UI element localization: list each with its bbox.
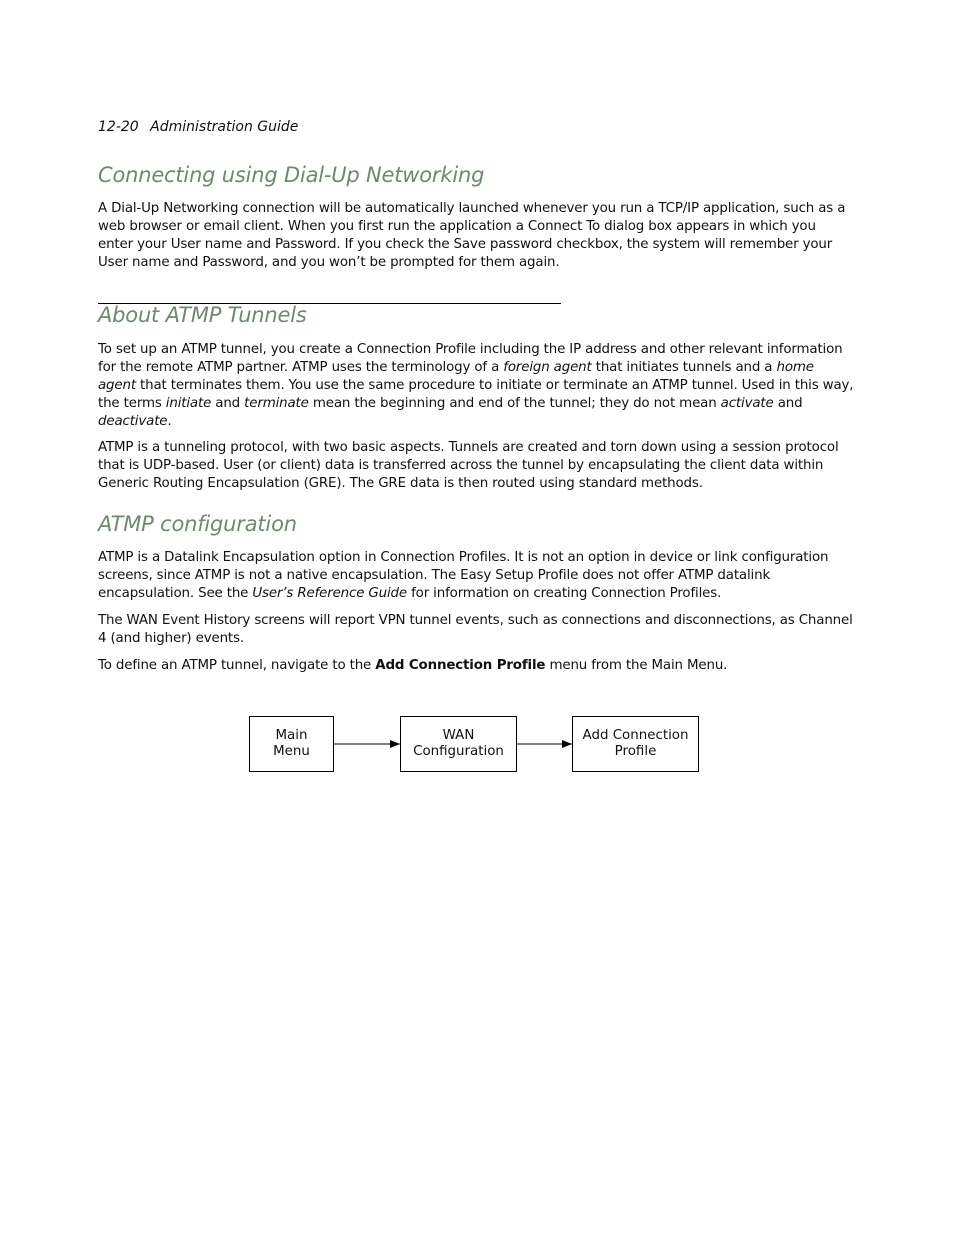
heading-dialup-networking: Connecting using Dial-Up Networking [98, 163, 485, 187]
heading-atmp-configuration: ATMP configuration [98, 512, 297, 536]
dialup-paragraph: A Dial-Up Networking connection will be automatically launched whenever you run a TCP/IP application, such as a web browser or email client. When you first run the application a Connect To dialog box appears in which you enter your User name and Password. If you check the Save password checkbox, the system will remember your User name and Password, and you won’t be prompted for them again. [98, 201, 846, 270]
flow-box-wan-configuration [400, 716, 517, 772]
term-activate: activate [720, 396, 774, 411]
atmp-config-paragraph-1 [98, 549, 854, 603]
flow-box-main-menu [249, 716, 334, 772]
text-run: and [773, 396, 803, 411]
heading-atmp-tunnels: About ATMP Tunnels [98, 303, 307, 327]
atmp-config-paragraph-2: The WAN Event History screens will report VPN tunnel events, such as connections and disconnections, as Channel 4 (and higher) events. [98, 613, 853, 646]
text-run: and [211, 396, 245, 411]
flow-box-add-connection-profile [572, 716, 699, 772]
text-run: menu from the Main Menu. [545, 658, 728, 673]
atmp-tunnels-paragraph-2: ATMP is a tunneling protocol, with two basic aspects. Tunnels are created and torn down using a session protocol that is UDP-based. User (or client) data is transferred across the tunnel by encapsulating the client data within Generic Routing Encapsulation (GRE). The GRE data is then routed using standard methods. [98, 440, 839, 491]
text-run: To define an ATMP tunnel, navigate to the [98, 658, 376, 673]
book-title: Administration Guide [150, 119, 299, 135]
atmp-config-paragraph-3 [98, 657, 854, 675]
text-run: mean the beginning and end of the tunnel; they do not mean [308, 396, 721, 411]
text-run: for information on creating Connection Profiles. [407, 586, 722, 601]
text-run: that terminates them. You use the same procedure to initiate or terminate an ATMP tunnel. Used in this way, the terms [98, 378, 854, 411]
text-run: . [167, 414, 172, 429]
menu-name: Add Connection Profile [375, 658, 546, 673]
flow-box-label: Add Connection Profile [582, 728, 689, 759]
term-deactivate: deactivate [98, 414, 168, 429]
text-run: To set up an ATMP tunnel, you create a Connection Profile including the IP address and other relevant information for the remote ATMP partner. ATMP uses the terminology of a [98, 342, 843, 375]
term-terminate: terminate [244, 396, 309, 411]
atmp-tunnels-paragraph-1 [98, 341, 854, 431]
term-foreign-agent: foreign agent [503, 360, 592, 375]
text-run: that initiates tunnels and a [591, 360, 777, 375]
running-head [98, 119, 298, 135]
text-run: ATMP is a Datalink Encapsulation option in Connection Profiles. It is not an option in device or link configuration screens, since ATMP is not a native encapsulation. The Easy Setup Profile does not offer ATMP datalink encapsulation. See the [98, 550, 829, 601]
flow-box-label: WAN Configuration [413, 728, 504, 759]
book-reference: User’s Reference Guide [252, 586, 407, 601]
flow-box-label: Main Menu [273, 728, 310, 759]
page-number: 12-20 [98, 119, 139, 135]
term-initiate: initiate [165, 396, 212, 411]
term-home-agent: home agent [98, 360, 814, 393]
